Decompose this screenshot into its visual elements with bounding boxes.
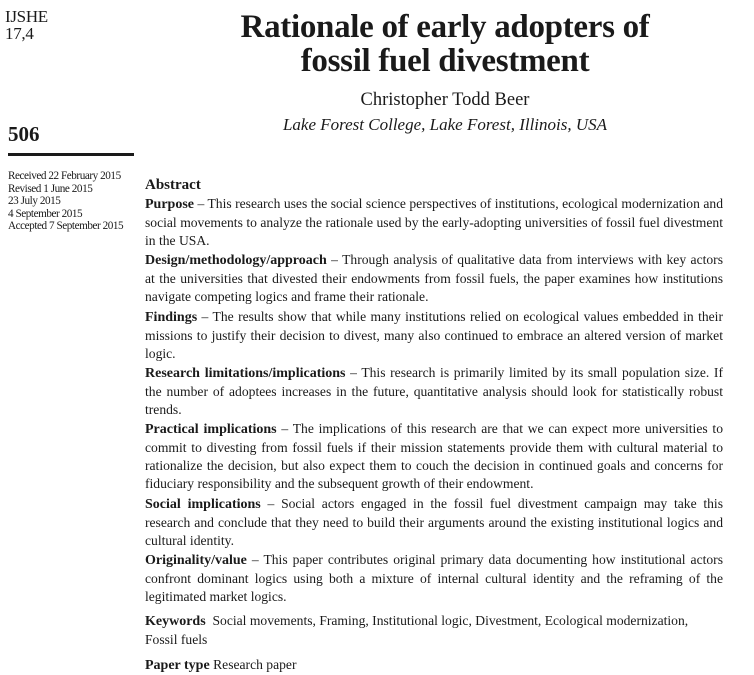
journal-info bbox=[5, 8, 48, 42]
abstract-section-practical bbox=[145, 420, 723, 493]
abstract-section-social bbox=[145, 495, 723, 550]
section-text: This paper contributes original primary data documenting how institutional actors confront dominant logics using both a mixture of internal cultural identity and the reframing of the legitimated market logics. bbox=[145, 551, 723, 604]
paper-type-value: Research paper bbox=[213, 657, 297, 673]
date-revised: 4 September 2015 bbox=[8, 207, 83, 220]
section-label: Social implications bbox=[145, 496, 261, 512]
paper-title bbox=[150, 10, 740, 78]
title-line: Rationale of early adopters of bbox=[240, 9, 650, 45]
margin-rule bbox=[8, 153, 134, 156]
section-separator: – bbox=[197, 308, 213, 324]
abstract-section-purpose bbox=[145, 195, 723, 250]
date-accepted: Accepted 7 September 2015 bbox=[8, 220, 124, 233]
section-separator: – bbox=[276, 421, 293, 437]
section-separator: – bbox=[260, 495, 282, 511]
keywords-list: Social movements, Framing, Institutional logic, Divestment, Ecological modernization, Fossil fuels bbox=[145, 613, 689, 648]
section-label: Purpose bbox=[145, 197, 194, 212]
section-text: The results show that while many institutions relied on ecological values embedded in their missions to justify their decision to divest, many also continued to embrace an altered version of market logic. bbox=[145, 308, 723, 361]
section-label: Research limitations/implications bbox=[145, 365, 346, 381]
date-revised: 23 July 2015 bbox=[8, 195, 61, 208]
section-text: Through analysis of qualitative data from interviews with key actors at the universities that divested their endowments from fossil fuels, the paper examines how institutions navigate competing logics and frame their rationale. bbox=[145, 252, 723, 305]
abstract bbox=[145, 175, 723, 675]
journal-volume-issue: 17,4 bbox=[5, 24, 34, 43]
section-text: The implications of this research are that we can expect more universities to commit to divesting from fossil fuels if their mission statements provide them with cultural material to rationalize the decision, but also expect them to couch the decision in continued goals and concerns for fiduciary responsibility and the subsequent growth of their endowment. bbox=[145, 421, 723, 492]
paper-type-label: Paper type bbox=[145, 658, 210, 674]
journal-name: IJSHE bbox=[5, 7, 48, 26]
section-label: Design/methodology/approach bbox=[145, 253, 327, 269]
submission-dates bbox=[8, 170, 123, 233]
section-text: Social actors engaged in the fossil fuel divestment campaign may take this research and conclude that they need to build their arguments around the existing institutional logics and cultural identity. bbox=[145, 495, 723, 548]
section-label: Findings bbox=[145, 309, 198, 325]
section-separator: – bbox=[345, 364, 362, 380]
section-separator: – bbox=[194, 196, 208, 211]
page-number: 506 bbox=[8, 122, 40, 146]
abstract-section-originality bbox=[145, 551, 723, 606]
abstract-section-limitations bbox=[145, 364, 723, 419]
section-label: Originality/value bbox=[145, 552, 247, 568]
title-line: fossil fuel divestment bbox=[300, 43, 590, 79]
author-name: Christopher Todd Beer bbox=[360, 90, 530, 110]
keywords-label: Keywords bbox=[145, 614, 206, 630]
date-received: Received 22 February 2015 bbox=[8, 170, 121, 182]
section-separator: – bbox=[326, 252, 343, 268]
section-separator: – bbox=[246, 551, 264, 567]
paper-type bbox=[145, 656, 723, 675]
section-text: This research uses the social science perspectives of institutions, ecological modernization and social movements to analyze the rationale used by the early-adopting universities of fossil fuel divestment in the USA. bbox=[145, 196, 723, 249]
abstract-section-design bbox=[145, 251, 723, 306]
date-revised: Revised 1 June 2015 bbox=[8, 182, 93, 195]
section-text: This research is primarily limited by its small population size. If the number of adoptees increases in the future, quantitative analysis should look for statistically robust trends. bbox=[145, 364, 723, 418]
author-affiliation: Lake Forest College, Lake Forest, Illinois, USA bbox=[282, 115, 608, 134]
section-label: Practical implications bbox=[145, 422, 277, 438]
abstract-heading: Abstract bbox=[145, 177, 201, 193]
abstract-section-findings bbox=[145, 308, 723, 363]
keywords bbox=[145, 612, 723, 649]
